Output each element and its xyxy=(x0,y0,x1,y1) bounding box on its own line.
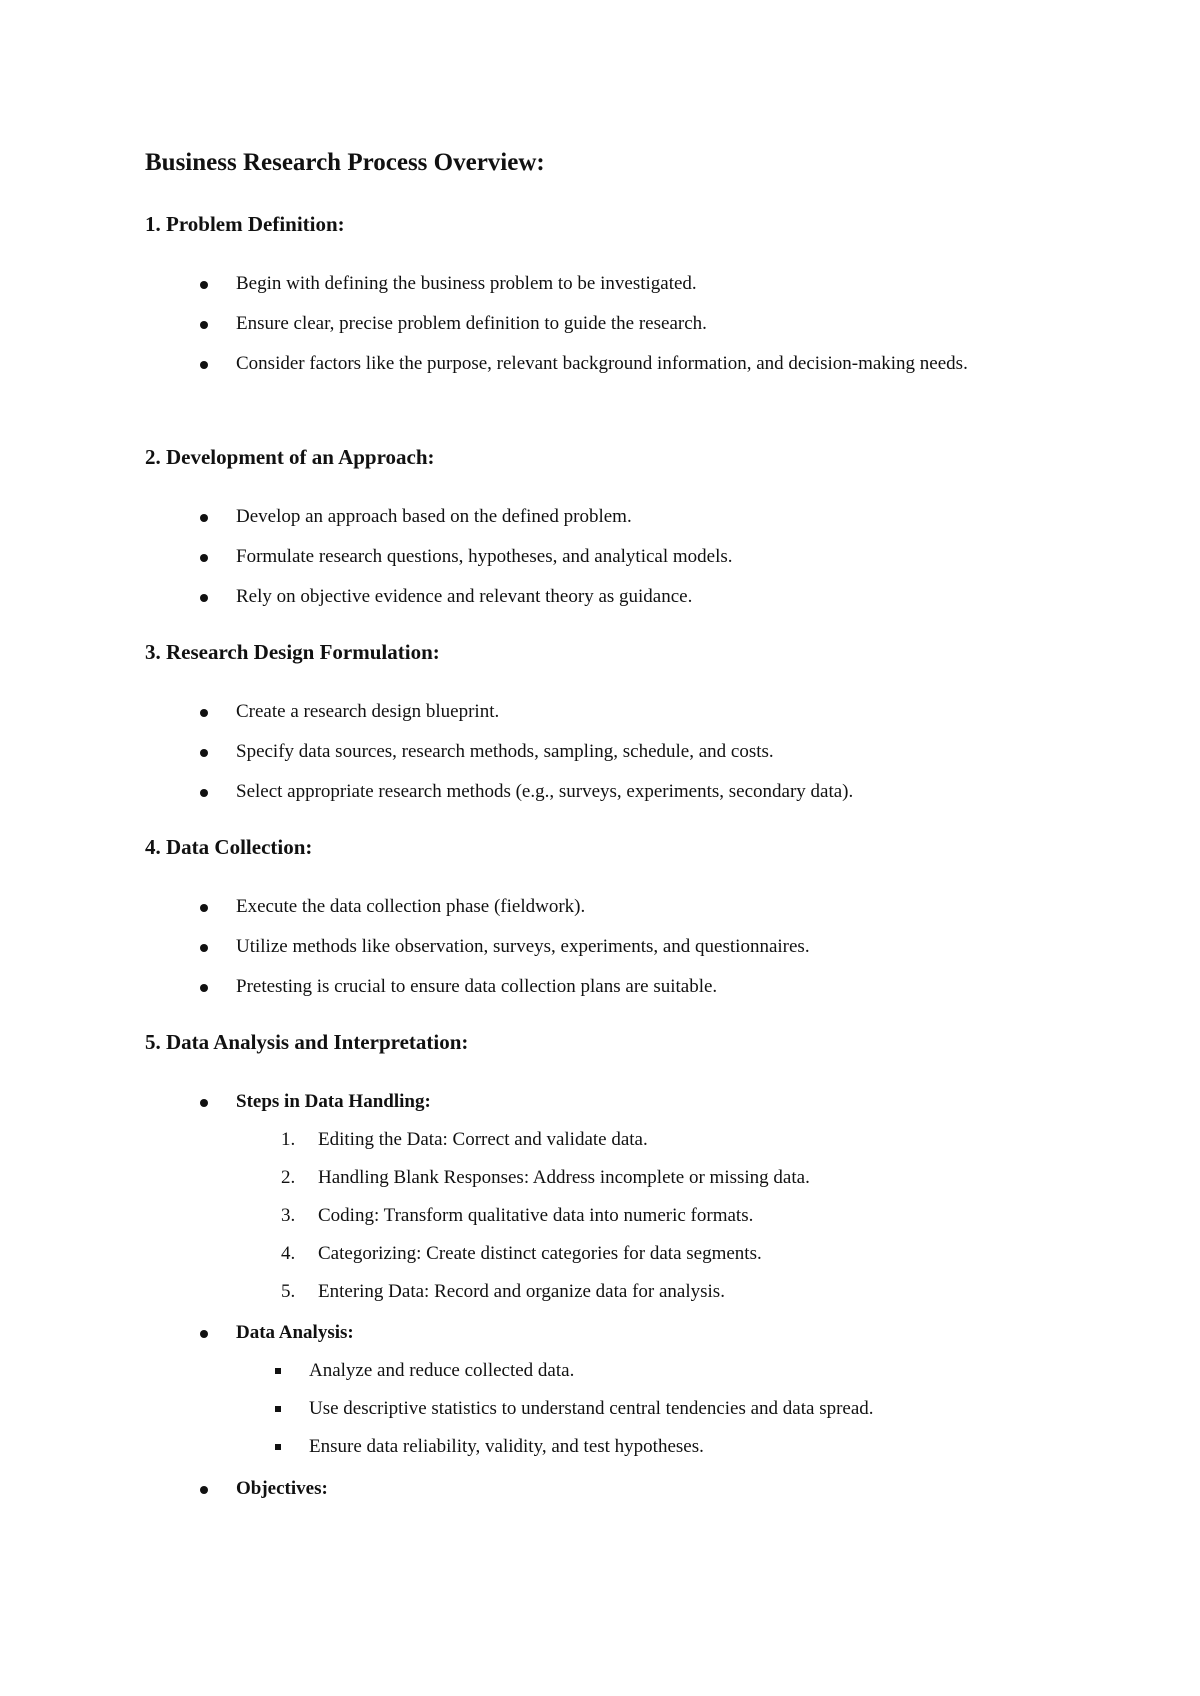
bullet-icon xyxy=(200,514,208,522)
bullet-icon xyxy=(200,321,208,329)
bullet-icon xyxy=(200,749,208,757)
section-heading-data-collection: 4. Data Collection: xyxy=(145,835,313,859)
bullet-icon xyxy=(200,944,208,952)
square-bullet-icon xyxy=(275,1444,281,1450)
bullet-icon xyxy=(200,904,208,912)
bullet-icon xyxy=(200,594,208,602)
bullet-icon xyxy=(200,281,208,289)
bullet-icon xyxy=(200,789,208,797)
section-heading-development-approach: 2. Development of an Approach: xyxy=(145,445,435,469)
document-page: Business Research Process Overview: 1. Problem Definition: Begin with defining the business problem to be investigated. Ensure clear, precise problem definition to guide the research. Consider factors like the purpose, relevant background information, and decision-making needs. 2. Development of an Approach: Develop an approach based on the defined problem. Formulate research questions, hypotheses, and analytical models. Rely on objective evidence and relevant theory as guidance. 3. Research Design Formulation: Create a research design blueprint. Specify data sources, research methods, sampling, schedule, and costs. Select appropriate research methods (e.g., surveys, experiments, secondary data). 4. Data Collection: Execute the data collection phase (fieldwork). Utilize methods like observation, surveys, experiments, and questionnaires. Pretesting is crucial to ensure data collection plans are suitable. 5. Data Analysis and Interpretation: Steps in Data Handling: 1. Editing the Data: Correct and validate data. 2. Handling Blank Responses: Address incomplete or missing data. 3. Coding: Transform qualitative data into numeric formats. 4. Categorizing: Create distinct categories for data segments. 5. Entering Data: Record and organize data for analysis. Data Analysis: Analyze and reduce collected data. Use descriptive statistics to understand central tendencies and data spread. Ensure data reliability, validity, and test hypotheses. Objectives: xyxy=(0,0,1200,1696)
square-bullet-icon xyxy=(275,1368,281,1374)
bullet-icon xyxy=(200,361,208,369)
bullet-icon xyxy=(200,709,208,717)
section-heading-problem-definition: 1. Problem Definition: xyxy=(145,212,345,236)
square-bullet-icon xyxy=(275,1406,281,1412)
bullet-icon xyxy=(200,1099,208,1107)
bullet-icon xyxy=(200,984,208,992)
section-heading-research-design: 3. Research Design Formulation: xyxy=(145,640,440,664)
bullet-icon xyxy=(200,554,208,562)
section-heading-data-analysis: 5. Data Analysis and Interpretation: xyxy=(145,1030,469,1054)
bullet-icon xyxy=(200,1486,208,1494)
bullet-icon xyxy=(200,1330,208,1338)
document-title: Business Research Process Overview: xyxy=(145,149,545,176)
